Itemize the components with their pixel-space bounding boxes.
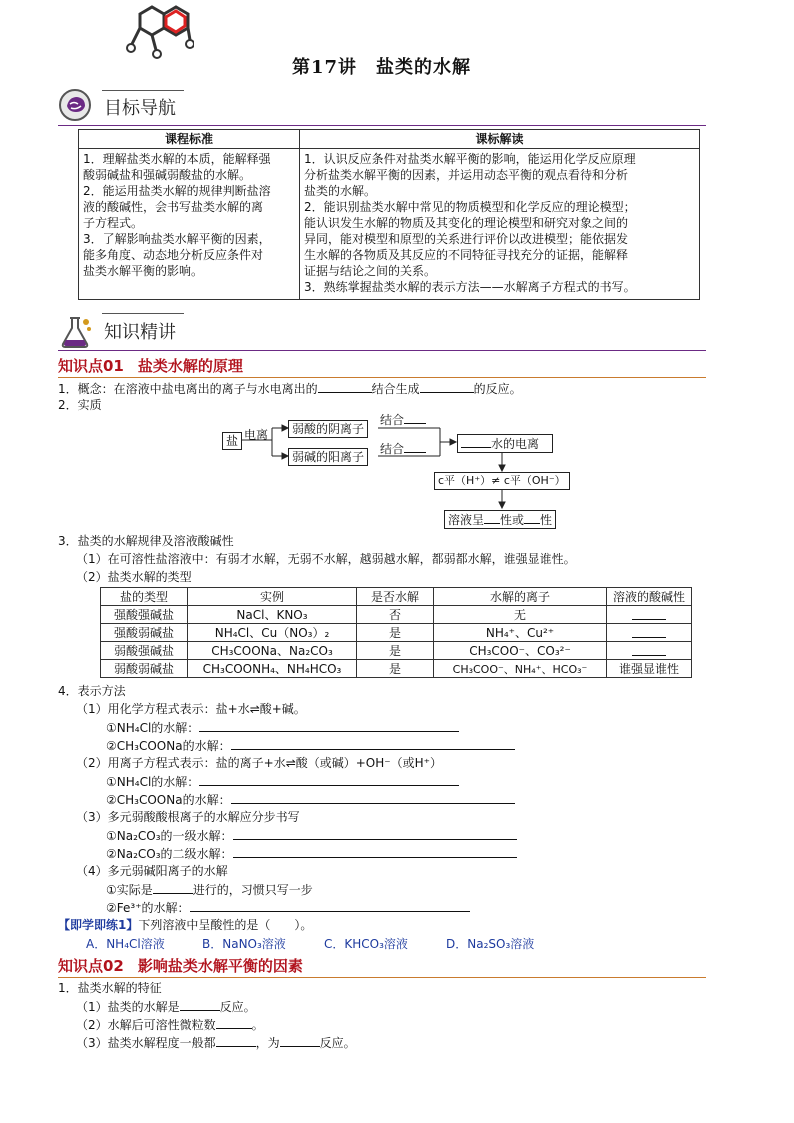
table-cell: CH₃COONa、Na₂CO₃: [188, 642, 357, 660]
kp2-line: [76, 1016, 264, 1033]
table-row: [101, 606, 692, 624]
hydrolysis-type-table: [100, 587, 692, 678]
rule-title: 3．盐类的水解规律及溶液酸碱性: [58, 534, 234, 548]
blank[interactable]: [484, 511, 500, 524]
table-cell: NaCl、KNO₃: [188, 606, 357, 624]
table-row: [101, 660, 692, 678]
kp2-line: [76, 1034, 356, 1051]
weak-base-cation-box: 弱碱的阳离子: [288, 448, 368, 466]
expr-label: ②Na₂CO₃的二级水解：: [106, 847, 233, 861]
table-cell: [607, 642, 692, 660]
blank[interactable]: [216, 1016, 252, 1029]
blank[interactable]: [180, 998, 220, 1011]
target-nav-heading: 目标导航: [104, 98, 176, 119]
table-cell: 谁强显谁性: [607, 660, 692, 678]
expr-line: [106, 773, 459, 790]
concept-text: 的反应。: [473, 382, 522, 396]
interpretation-line: 3．熟练掌握盐类水解的表示方法——水解离子方程式的书写。: [304, 280, 636, 294]
standard-line: 能多角度、动态地分析反应条件对: [83, 248, 264, 262]
expr-line: [106, 881, 313, 898]
interpretation-line: 1．认识反应条件对盐类水解平衡的影响，能运用化学反应原理: [304, 152, 636, 166]
expr-line: （2）用离子方程式表示：盐的离子+水⇌酸（或碱）+OH⁻（或H⁺）: [76, 756, 442, 770]
answer-blank[interactable]: [199, 719, 459, 732]
weak-acid-anion-box: 弱酸的阴离子: [288, 420, 368, 438]
answer-blank[interactable]: [231, 791, 515, 804]
kp2-text: 。: [251, 1018, 264, 1032]
combine-label: [380, 440, 426, 457]
kp2-name: 影响盐类水解平衡的因素: [137, 957, 303, 975]
expr-line: （4）多元弱碱阳离子的水解: [76, 864, 228, 878]
table-header: 水解的离子: [434, 588, 607, 606]
practice-text: 下列溶液中呈酸性的是（ ）。: [138, 918, 313, 932]
blank[interactable]: [524, 511, 540, 524]
option-b[interactable]: B．NaNO₃溶液: [202, 937, 286, 951]
answer-blank[interactable]: [233, 827, 517, 840]
result-text: 性或: [500, 513, 525, 527]
water-ionization-box: [457, 434, 553, 453]
kp-rule: [58, 977, 706, 978]
kp2-text: 反应。: [319, 1036, 356, 1050]
table-cell: 弱酸强碱盐: [101, 642, 188, 660]
expr-line: （1）用化学方程式表示：盐+水⇌酸+碱。: [76, 702, 306, 716]
combine-text: 结合: [380, 413, 405, 427]
standard-line: 液的酸碱性，会书写盐类水解的离: [83, 200, 264, 214]
page-title: 第17讲 盐类的水解: [292, 57, 472, 78]
table-cell: [607, 606, 692, 624]
table-cell: 弱酸弱碱盐: [101, 660, 188, 678]
table-header: 盐的类型: [101, 588, 188, 606]
kp1-label: 知识点01: [58, 357, 124, 375]
expr-label: ①NH₄Cl的水解：: [106, 775, 200, 789]
kp2-text: （1）盐类的水解是: [76, 1000, 180, 1014]
blank[interactable]: [280, 1034, 320, 1047]
salt-box: 盐: [222, 432, 242, 450]
col-header-standard: 课程标准: [79, 130, 300, 149]
result-text: 溶液呈: [448, 513, 485, 527]
expr-line: [106, 791, 515, 808]
col-header-interpretation: 课标解读: [300, 130, 700, 149]
expr-label: ②CH₃COONa的水解：: [106, 739, 231, 753]
expr-label: 进行的，习惯只写一步: [192, 883, 313, 897]
expr-line: （3）多元弱酸酸根离子的水解应分步书写: [76, 810, 300, 824]
table-cell: 否: [357, 606, 434, 624]
expr-title: 4．表示方法: [58, 684, 126, 698]
blank[interactable]: [404, 440, 426, 453]
hydrolysis-diagram-lines: [0, 0, 794, 540]
blank[interactable]: [632, 607, 666, 620]
result-text: 性: [540, 513, 553, 527]
standard-line: 1．理解盐类水解的本质，能解释强: [83, 152, 271, 166]
kp2-text: （2）水解后可溶性微粒数: [76, 1018, 216, 1032]
standard-line: 酸弱碱盐和强碱弱酸盐的水解。: [83, 168, 252, 182]
interpretation-line: 证据与结论之间的关系。: [304, 264, 437, 278]
standard-line: 3．了解影响盐类水解平衡的因素，: [83, 232, 271, 246]
table-cell: 是: [357, 660, 434, 678]
combine-label: [380, 411, 426, 428]
kp1-name: 盐类水解的原理: [137, 357, 243, 375]
option-d[interactable]: D．Na₂SO₃溶液: [446, 937, 535, 951]
table-cell: 是: [357, 642, 434, 660]
table-cell: CH₃COO⁻、NH₄⁺、HCO₃⁻: [434, 660, 607, 678]
knowledge-heading: 知识精讲: [104, 322, 176, 343]
standard-line: 2．能运用盐类水解的规律判断盐溶: [83, 184, 271, 198]
blank[interactable]: [461, 435, 491, 448]
table-row: [101, 642, 692, 660]
practice-label: 【即学即练1】: [58, 918, 139, 932]
concept-text: 1．概念：在溶液中盐电离出的离子与水电离出的: [58, 382, 318, 396]
blank[interactable]: [216, 1034, 256, 1047]
blank[interactable]: [153, 881, 193, 894]
expr-label: ①NH₄Cl的水解：: [106, 721, 200, 735]
standard-line: 子方程式。: [83, 216, 144, 230]
kp2-text: （3）盐类水解程度一般都: [76, 1036, 216, 1050]
expr-line: [106, 827, 517, 844]
rule-line: （1）在可溶性盐溶液中：有弱才水解，无弱不水解，越弱越水解，都弱都水解，谁强显谁性。: [76, 552, 576, 566]
kp2-line: [76, 998, 256, 1015]
table-cell: 强酸强碱盐: [101, 606, 188, 624]
practice-question: [58, 917, 312, 933]
table-cell: 强酸弱碱盐: [101, 624, 188, 642]
kp2-label: 知识点02: [58, 957, 124, 975]
table-header: 实例: [188, 588, 357, 606]
expr-label: ②CH₃COONa的水解：: [106, 793, 231, 807]
result-box: [444, 510, 556, 529]
table-cell: [607, 624, 692, 642]
expr-line: [106, 845, 517, 862]
option-a[interactable]: A．NH₄Cl溶液: [86, 937, 165, 951]
combine-text: 结合: [380, 442, 405, 456]
table-cell: 无: [434, 606, 607, 624]
table-row: [101, 624, 692, 642]
kp2-line: 1．盐类水解的特征: [58, 981, 162, 995]
interpretation-line: 异同，能对模型和原型的关系进行评价以改进模型；能依据发: [304, 232, 629, 246]
interpretation-line: 生水解的各物质及其反应的不同特征寻找充分的证据，能解释: [304, 248, 629, 262]
kp2-text: ，为: [255, 1036, 280, 1050]
expr-line: [106, 737, 515, 754]
kp2-heading: [58, 957, 303, 975]
table-cell: NH₄⁺、Cu²⁺: [434, 624, 607, 642]
answer-blank[interactable]: [190, 899, 470, 912]
table-cell: NH₄Cl、Cu（NO₃）₂: [188, 624, 357, 642]
expr-label: ②Fe³⁺的水解：: [106, 901, 190, 915]
rule-line: （2）盐类水解的类型: [76, 570, 192, 584]
essence-line: 2．实质: [58, 398, 102, 412]
table-header: 溶液的酸碱性: [607, 588, 692, 606]
table-cell: 是: [357, 624, 434, 642]
expr-label: ①实际是: [106, 883, 153, 897]
option-c[interactable]: C．KHCO₃溶液: [324, 937, 408, 951]
table-cell: CH₃COONH₄、NH₄HCO₃: [188, 660, 357, 678]
table-cell: CH₃COO⁻、CO₃²⁻: [434, 642, 607, 660]
concept-text: 结合生成: [371, 382, 420, 396]
expr-line: [106, 719, 459, 736]
blank[interactable]: [632, 643, 666, 656]
expr-line: [106, 899, 470, 916]
interpretation-line: 2．能识别盐类水解中常见的物质模型和化学反应的理论模型；: [304, 200, 636, 214]
kp2-text: 反应。: [219, 1000, 256, 1014]
answer-blank[interactable]: [231, 737, 515, 750]
blank[interactable]: [632, 625, 666, 638]
answer-blank[interactable]: [199, 773, 459, 786]
concentration-box: c平（H⁺）≠ c平（OH⁻）: [434, 472, 570, 490]
standard-line: 盐类水解平衡的影响。: [83, 264, 204, 278]
expr-label: ①Na₂CO₃的一级水解：: [106, 829, 233, 843]
interpretation-line: 能认识发生水解的物质及其变化的理论模型和研究对象之间的: [304, 216, 629, 230]
ionize-label: 电离: [244, 428, 269, 442]
table-header: 是否水解: [357, 588, 434, 606]
blank[interactable]: [404, 411, 426, 424]
answer-blank[interactable]: [233, 845, 517, 858]
interpretation-line: 盐类的水解。: [304, 184, 377, 198]
water-ion-text: 水的电离: [491, 437, 540, 451]
interpretation-line: 分析盐类水解平衡的因素，并运用动态平衡的观点看待和分析: [304, 168, 629, 182]
